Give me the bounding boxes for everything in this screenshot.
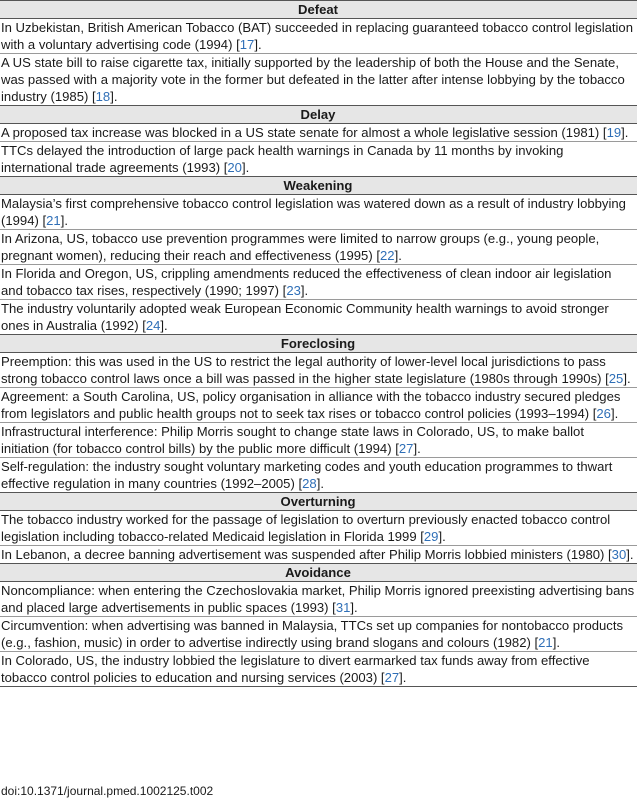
section-title: Foreclosing [0,335,637,353]
reference-link[interactable]: 25 [608,371,624,386]
reference-link[interactable]: 19 [606,125,622,140]
table-row [0,652,637,687]
reference-link[interactable]: 27 [384,670,400,685]
table-row [0,195,637,230]
row-text-end: ]. [623,371,631,386]
table-cell [0,458,637,493]
section-title: Avoidance [0,564,637,582]
table-row [0,230,637,265]
reference-link[interactable]: 30 [611,547,627,562]
row-text-end: ]. [316,476,324,491]
section-header-row [0,106,637,124]
table-cell [0,388,637,423]
row-text-end: ]. [621,125,629,140]
table-cell [0,124,637,142]
table-row [0,54,637,106]
row-text-end: ]. [60,213,68,228]
row-text: In Lebanon, a decree banning advertisement was suspended after Philip Morris lobbied ministers (1980) [ [1,547,612,562]
reference-link[interactable]: 24 [145,318,161,333]
table-cell [0,423,637,458]
row-text: Malaysia’s first comprehensive tobacco control legislation was watered down as a result of industry lobbying (1994) [ [1,196,626,228]
reference-link[interactable]: 20 [227,160,242,175]
section-header-row [0,177,637,195]
row-text: A US state bill to raise cigarette tax, initially supported by the leadership of both the House and the Senate, was passed with a majority vote in the former but defeated in the latter after intense lobbying by the tobacco industry (1985) [ [1,55,625,104]
reference-link[interactable]: 31 [335,600,351,615]
reference-link[interactable]: 21 [46,213,61,228]
row-text: A proposed tax increase was blocked in a US state senate for almost a whole legislative session (1981) [ [1,125,607,140]
reference-link[interactable]: 27 [398,441,414,456]
row-text: In Arizona, US, tobacco use prevention programmes were limited to narrow groups (e.g., young people, pregnant women), reducing their reach and effectiveness (1995) [ [1,231,600,263]
doi-label: doi:10.1371/journal.pmed.1002125.t002 [1,784,214,798]
table-cell [0,511,637,546]
table-row [0,617,637,652]
table-cell [0,265,637,300]
row-text: Preemption: this was used in the US to restrict the legal authority of lower-level local jurisdictions to pass strong tobacco control laws once a bill was passed in the higher state legislature (1980s through 1990s) [ [1,354,609,386]
reference-link[interactable]: 28 [302,476,317,491]
row-text: Circumvention: when advertising was banned in Malaysia, TTCs set up companies for nontobacco products (e.g., fashion, music) in order to advertise indirectly using brand slogans and colours (1982) [ [1,618,624,650]
table-cell [0,652,637,687]
row-text: In Uzbekistan, British American Tobacco (BAT) succeeded in replacing guaranteed tobacco control legislation with a voluntary advertising code (1994) [ [1,20,633,52]
table-row [0,423,637,458]
table-row [0,265,637,300]
table-row [0,300,637,335]
table-row [0,546,637,564]
reference-link[interactable]: 22 [379,248,395,263]
section-header-row [0,335,637,353]
row-text: Agreement: a South Carolina, US, policy organisation in alliance with the tobacco industry secured pledges from legislators and public health groups not to seek tax rises or tobacco control policies (1993–1994) [ [1,389,621,421]
section-title: Defeat [0,1,637,19]
table-row [0,511,637,546]
table-cell [0,54,637,106]
row-text-end: ]. [110,89,118,104]
table-cell [0,617,637,652]
row-text: The industry voluntarily adopted weak European Economic Community health warnings to avoid stronger ones in Australia (1992) [ [1,301,609,333]
row-text-end: ]. [394,248,402,263]
reference-link[interactable]: 26 [596,406,611,421]
reference-link[interactable]: 18 [95,89,111,104]
row-text-end: ]. [626,547,634,562]
table-cell [0,142,637,177]
row-text-end: ]. [350,600,358,615]
table-row [0,458,637,493]
section-header-row [0,493,637,511]
table-row [0,142,637,177]
row-text: TTCs delayed the introduction of large pack health warnings in Canada by 11 months by invoking international trade agreements (1993) [ [1,143,564,175]
section-title: Weakening [0,177,637,195]
row-text-end: ]. [160,318,168,333]
row-text: Noncompliance: when entering the Czechoslovakia market, Philip Morris ignored preexisting advertising bans and placed large advertisements in public spaces (1993) [ [1,583,635,615]
table-row [0,388,637,423]
row-text: Infrastructural interference: Philip Morris sought to change state laws in Colorado, US, to make ballot initiation (for tobacco control bills) by the public more difficult (1994) [ [1,424,584,456]
table-row [0,19,637,54]
table-cell [0,546,637,564]
reference-link[interactable]: 17 [239,37,255,52]
section-title: Delay [0,106,637,124]
table-row [0,124,637,142]
row-text-end: ]. [300,283,309,298]
row-text-end: ]. [610,406,619,421]
reference-link[interactable]: 23 [286,283,301,298]
row-text-end: ]. [399,670,407,685]
table-body [0,1,637,687]
row-text: In Florida and Oregon, US, crippling amendments reduced the effectiveness of clean indoor air legislation and tobacco tax rises, respectively (1990; 1997) [ [1,266,612,298]
table-cell [0,300,637,335]
table-cell [0,230,637,265]
row-text-end: ]. [254,37,262,52]
table-cell [0,195,637,230]
table-cell [0,19,637,54]
row-text-end: ]. [241,160,250,175]
row-text-end: ]. [438,529,446,544]
row-text-end: ]. [552,635,560,650]
section-header-row [0,564,637,582]
table-cell [0,582,637,617]
section-title: Overturning [0,493,637,511]
section-header-row [0,1,637,19]
table-row [0,582,637,617]
reference-link[interactable]: 29 [423,529,439,544]
row-text: The tobacco industry worked for the passage of legislation to overturn previously enacted tobacco control legislation including tobacco-related Medicaid legislation in Florida 1999 [ [1,512,611,544]
row-text-end: ]. [413,441,421,456]
row-text: Self-regulation: the industry sought voluntary marketing codes and youth education programmes to thwart effective regulation in many countries (1992–2005) [ [1,459,613,491]
table-cell [0,353,637,388]
row-text: In Colorado, US, the industry lobbied the legislature to divert earmarked tax funds away from effective tobacco control policies to education and nursing services (2003) [ [1,653,590,685]
reference-link[interactable]: 21 [538,635,553,650]
table-row [0,353,637,388]
